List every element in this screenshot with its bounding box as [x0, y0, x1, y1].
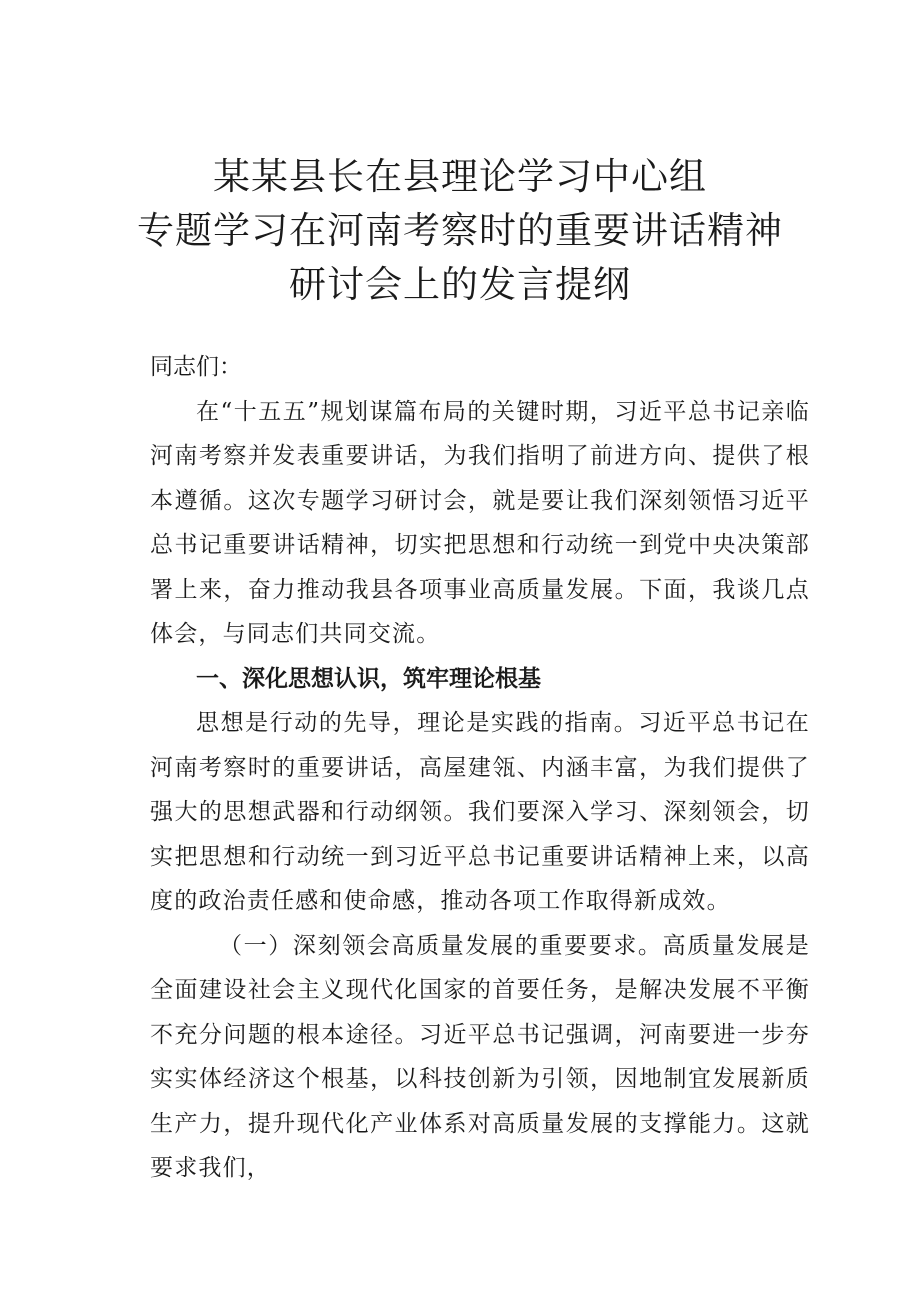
intro-paragraph: 在“十五五”规划谋篇布局的关键时期，习近平总书记亲临河南考察并发表重要讲话，为我们指明了前进方向、提供了根本遵循。这次专题学习研讨会，就是要让我们深刻领悟习近平总书记重要讲话精神，切实把思想和行动统一到党中央决策部署上来，奋力推动我县各项事业高质量发展。下面，我谈几点体会，与同志们共同交流。: [150, 398, 810, 647]
title-line-2: 专题学习在河南考察时的重要讲话精神: [137, 209, 783, 252]
section-1-paragraph: 思想是行动的先导，理论是实践的指南。习近平总书记在河南考察时的重要讲话，高屋建瓴、内涵丰富，为我们提供了强大的思想武器和行动纲领。我们要深入学习、深刻领会，切实把思想和行动统一到习近平总书记重要讲话精神上来，以高度的政治责任感和使命感，推动各项工作取得新成效。: [150, 710, 810, 914]
section-1-subsection-1: （一）深刻领会高质量发展的重要要求。高质量发展是全面建设社会主义现代化国家的首要任务，是解决发展不平衡不充分问题的根本途径。习近平总书记强调，河南要进一步夯实实体经济这个根基，以科技创新为引领，因地制宜发展新质生产力，提升现代化产业体系对高质量发展的支撑能力。这就要求我们，: [150, 932, 810, 1181]
document-body: [150, 345, 810, 1191]
title-line-1: 某某县长在县理论学习中心组: [213, 155, 707, 198]
title-line-3: 研讨会上的发言提纲: [289, 263, 631, 306]
document-title: [0, 150, 920, 312]
salutation: 同志们：: [150, 354, 242, 380]
section-1-heading: 一、深化思想认识，筑牢理论根基: [196, 665, 541, 692]
